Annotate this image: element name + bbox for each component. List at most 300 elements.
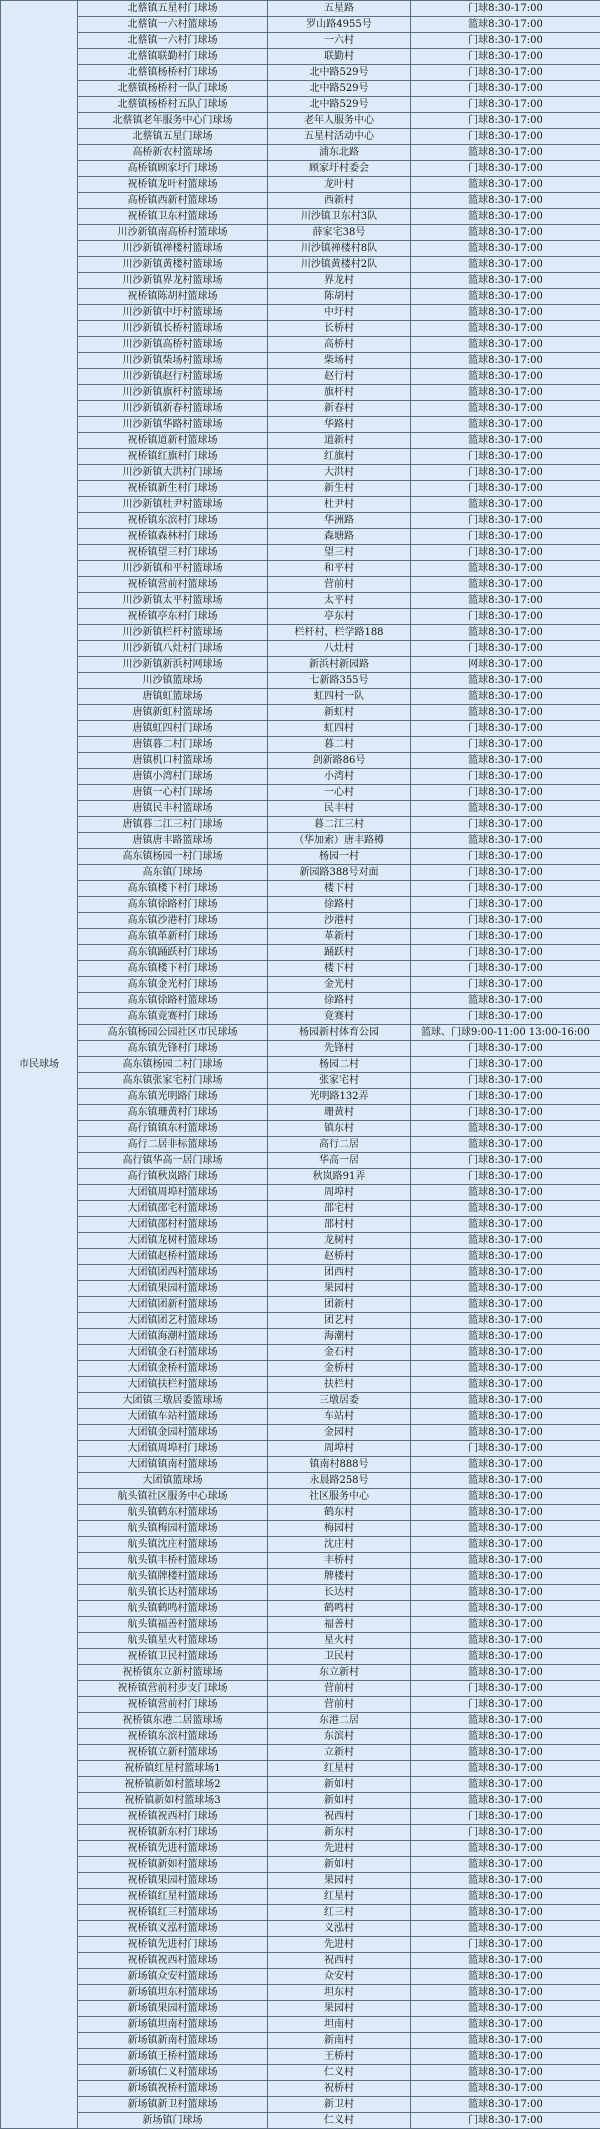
- venue-hours-cell: 门球8:30-17:00: [411, 1057, 600, 1073]
- venue-address-cell: 一心村: [268, 785, 411, 801]
- venue-name-cell: 高东镇先锋村门球场: [78, 1041, 268, 1057]
- venue-address-cell: 龙叶村: [268, 177, 411, 193]
- venue-address-cell: 薛家宅38号: [268, 225, 411, 241]
- table-row: [1, 1073, 600, 1089]
- venue-address-cell: 牌楼村: [268, 1569, 411, 1585]
- venue-hours-cell: 篮球8:30-17:00: [411, 1617, 600, 1633]
- venue-name-cell: 高东镇张家宅村门球场: [78, 1073, 268, 1089]
- venue-address-cell: 果园村: [268, 2001, 411, 2017]
- venue-address-cell: 营前村: [268, 577, 411, 593]
- venue-address-cell: 团艺村: [268, 1313, 411, 1329]
- venue-hours-cell: 篮球8:30-17:00: [411, 1889, 600, 1905]
- venue-hours-cell: 门球8:30-17:00: [411, 1, 600, 17]
- venue-hours-cell: 篮球8:30-17:00: [411, 273, 600, 289]
- table-row: [1, 801, 600, 817]
- venue-name-cell: 祝桥镇道新村篮球场: [78, 433, 268, 449]
- venue-name-cell: 川沙新镇和平村篮球场: [78, 561, 268, 577]
- venue-address-cell: 永晨路258号: [268, 1473, 411, 1489]
- venue-hours-cell: 篮球8:30-17:00: [411, 1665, 600, 1681]
- venue-hours-cell: 篮球8:30-17:00: [411, 497, 600, 513]
- venue-address-cell: 中圩村: [268, 305, 411, 321]
- venue-hours-cell: 门球8:30-17:00: [411, 465, 600, 481]
- venue-hours-cell: 门球8:30-17:00: [411, 65, 600, 81]
- venue-address-cell: 祝西村: [268, 1953, 411, 1969]
- venue-address-cell: （华加索）唐丰路樽: [268, 833, 411, 849]
- venue-name-cell: 高桥镇顾家圩门球场: [78, 161, 268, 177]
- venue-hours-cell: 篮球8:30-17:00: [411, 1585, 600, 1601]
- table-row: [1, 2065, 600, 2081]
- table-row: [1, 241, 600, 257]
- table-row: [1, 1601, 600, 1617]
- venue-hours-cell: 篮球8:30-17:00: [411, 1249, 600, 1265]
- venue-hours-cell: 篮球8:30-17:00: [411, 1281, 600, 1297]
- venue-name-cell: 大团镇三墩居委篮球场: [78, 1393, 268, 1409]
- venue-hours-cell: 篮球8:30-17:00: [411, 369, 600, 385]
- venue-hours-cell: 门球8:30-17:00: [411, 1009, 600, 1025]
- venue-address-cell: 团新村: [268, 1297, 411, 1313]
- venue-name-cell: 新场镇果园村篮球场: [78, 2001, 268, 2017]
- venue-address-cell: 龙树村: [268, 1233, 411, 1249]
- venue-hours-cell: 篮球8:30-17:00: [411, 225, 600, 241]
- venue-name-cell: 高东镇杨园一村门球场: [78, 849, 268, 865]
- venue-hours-cell: 篮球8:30-17:00: [411, 705, 600, 721]
- venue-hours-cell: 篮球8:30-17:00: [411, 321, 600, 337]
- table-row: [1, 1873, 600, 1889]
- venue-address-cell: 仁义村: [268, 2065, 411, 2081]
- table-row: [1, 417, 600, 433]
- venue-address-cell: 竟赛村: [268, 1009, 411, 1025]
- venue-address-cell: 秋岚路91弄: [268, 1169, 411, 1185]
- venue-address-cell: 五星村活动中心: [268, 129, 411, 145]
- venue-address-cell: 义泓村: [268, 1921, 411, 1937]
- venue-address-cell: 沙港村: [268, 913, 411, 929]
- venue-name-cell: 高东镇楼下村门球场: [78, 961, 268, 977]
- table-row: [1, 1473, 600, 1489]
- venue-address-cell: 太平村: [268, 593, 411, 609]
- table-row: [1, 1313, 600, 1329]
- venue-hours-cell: 篮球8:30-17:00: [411, 1185, 600, 1201]
- venue-address-cell: 福善村: [268, 1617, 411, 1633]
- venue-address-cell: 鹤东村: [268, 1505, 411, 1521]
- venue-name-cell: 祝桥镇东滨村篮球场: [78, 1729, 268, 1745]
- venue-address-cell: 北中路529号: [268, 81, 411, 97]
- venue-name-cell: 唐镇唐丰路篮球场: [78, 833, 268, 849]
- venue-address-cell: 三墩居委: [268, 1393, 411, 1409]
- table-row: [1, 657, 600, 673]
- table-row: [1, 2017, 600, 2033]
- venue-address-cell: 杜尹村: [268, 497, 411, 513]
- venue-name-cell: 大团镇海潮村篮球场: [78, 1329, 268, 1345]
- venue-hours-cell: 篮球、门球9:00-11:00 13:00-16:00: [411, 1025, 600, 1041]
- table-row: [1, 289, 600, 305]
- venue-name-cell: 川沙新镇旗杆村篮球场: [78, 385, 268, 401]
- venue-address-cell: 徐路村: [268, 897, 411, 913]
- venue-address-cell: 徐路村: [268, 993, 411, 1009]
- venue-hours-cell: 篮球8:30-17:00: [411, 401, 600, 417]
- venue-name-cell: 大团镇车站村篮球场: [78, 1409, 268, 1425]
- venue-name-cell: 新场镇坦南村篮球场: [78, 2017, 268, 2033]
- venue-name-cell: 高行镇秋岚路门球场: [78, 1169, 268, 1185]
- venue-hours-cell: 门球8:30-17:00: [411, 481, 600, 497]
- venue-address-cell: 镇东村: [268, 1121, 411, 1137]
- table-row: [1, 1921, 600, 1937]
- table-row: [1, 1089, 600, 1105]
- table-row: [1, 1121, 600, 1137]
- table-row: [1, 401, 600, 417]
- table-row: [1, 257, 600, 273]
- venue-name-cell: 唐镇新虹村篮球场: [78, 705, 268, 721]
- venue-name-cell: 高东镇革新村门球场: [78, 929, 268, 945]
- venue-name-cell: 川沙新镇栏杆村篮球场: [78, 625, 268, 641]
- table-row: [1, 1217, 600, 1233]
- venue-hours-cell: 篮球8:30-17:00: [411, 1921, 600, 1937]
- table-row: [1, 1729, 600, 1745]
- venue-hours-cell: 篮球8:30-17:00: [411, 833, 600, 849]
- table-row: [1, 1409, 600, 1425]
- venue-hours-cell: 篮球8:30-17:00: [411, 1713, 600, 1729]
- venue-address-cell: 梅园村: [268, 1521, 411, 1537]
- venue-name-cell: 高东镇杨园公园社区市民球场: [78, 1025, 268, 1041]
- venue-hours-cell: 篮球8:30-17:00: [411, 1569, 600, 1585]
- venue-hours-cell: 篮球8:30-17:00: [411, 1905, 600, 1921]
- venue-hours-cell: 门球8:30-17:00: [411, 1073, 600, 1089]
- venue-address-cell: 赵桥村: [268, 1249, 411, 1265]
- table-row: [1, 897, 600, 913]
- venue-hours-cell: 篮球8:30-17:00: [411, 1489, 600, 1505]
- table-row: [1, 2033, 600, 2049]
- venue-address-cell: 和平村: [268, 561, 411, 577]
- table-row: [1, 1329, 600, 1345]
- table-row: [1, 1889, 600, 1905]
- venue-address-cell: 红星村: [268, 1889, 411, 1905]
- table-row: [1, 1617, 600, 1633]
- venue-hours-cell: 篮球8:30-17:00: [411, 145, 600, 161]
- venue-name-cell: 祝桥镇新如村篮球场2: [78, 1777, 268, 1793]
- venue-address-cell: 珊黄村: [268, 1105, 411, 1121]
- venue-name-cell: 大团镇周埠村门球场: [78, 1441, 268, 1457]
- venue-address-cell: 八灶村: [268, 641, 411, 657]
- venue-hours-cell: 门球8:30-17:00: [411, 961, 600, 977]
- venue-hours-cell: 篮球8:30-17:00: [411, 753, 600, 769]
- venue-hours-cell: 篮球8:30-17:00: [411, 1297, 600, 1313]
- venue-address-cell: 高桥村: [268, 337, 411, 353]
- venue-address-cell: 一六村: [268, 33, 411, 49]
- venue-name-cell: 高东镇珊黄村门球场: [78, 1105, 268, 1121]
- venue-hours-cell: 篮球8:30-17:00: [411, 1313, 600, 1329]
- table-row: [1, 1585, 600, 1601]
- table-row: [1, 1665, 600, 1681]
- venue-hours-cell: 篮球8:30-17:00: [411, 1985, 600, 2001]
- venue-address-cell: 金光村: [268, 977, 411, 993]
- venue-name-cell: 新场镇仁义村篮球场: [78, 2065, 268, 2081]
- venue-address-cell: 扶栏村: [268, 1377, 411, 1393]
- venue-address-cell: 仁义村: [268, 2113, 411, 2129]
- venue-name-cell: 祝桥镇亭东村门球场: [78, 609, 268, 625]
- venue-hours-cell: 门球8:30-17:00: [411, 945, 600, 961]
- venue-hours-cell: 篮球8:30-17:00: [411, 1201, 600, 1217]
- venue-hours-cell: 门球8:30-17:00: [411, 785, 600, 801]
- venue-name-cell: 川沙镇篮球场: [78, 673, 268, 689]
- venue-name-cell: 新场镇新南村篮球场: [78, 2033, 268, 2049]
- venue-address-cell: 海潮村: [268, 1329, 411, 1345]
- venue-address-cell: 浦东北路: [268, 145, 411, 161]
- table-row: [1, 1953, 600, 1969]
- table-row: [1, 1105, 600, 1121]
- venue-name-cell: 祝桥镇营前村门球场: [78, 1697, 268, 1713]
- venue-address-cell: 暮二村: [268, 737, 411, 753]
- venue-hours-cell: 门球8:30-17:00: [411, 49, 600, 65]
- venue-hours-cell: 篮球8:30-17:00: [411, 593, 600, 609]
- venue-hours-cell: 篮球8:30-17:00: [411, 1121, 600, 1137]
- venue-hours-cell: 门球8:30-17:00: [411, 1937, 600, 1953]
- venue-hours-cell: 篮球8:30-17:00: [411, 2049, 600, 2065]
- venue-hours-cell: 篮球8:30-17:00: [411, 1953, 600, 1969]
- venue-name-cell: 川沙新镇八灶村门球场: [78, 641, 268, 657]
- venue-name-cell: 北蔡镇联勤村门球场: [78, 49, 268, 65]
- venue-name-cell: 高东镇竟赛村门球场: [78, 1009, 268, 1025]
- venue-address-cell: 新虹村: [268, 705, 411, 721]
- venue-address-cell: 亭东村: [268, 609, 411, 625]
- venue-hours-cell: 门球8:30-17:00: [411, 1681, 600, 1697]
- venue-name-cell: 大团镇扶栏村篮球场: [78, 1377, 268, 1393]
- table-row: [1, 929, 600, 945]
- venue-address-cell: 老年人服务中心: [268, 113, 411, 129]
- venue-address-cell: 东港二居: [268, 1713, 411, 1729]
- venue-address-cell: 坦南村: [268, 2017, 411, 2033]
- venue-name-cell: 航头镇丰桥村篮球场: [78, 1553, 268, 1569]
- venue-hours-cell: 门球8:30-17:00: [411, 913, 600, 929]
- venue-table-body: [1, 1, 600, 2129]
- table-row: [1, 497, 600, 513]
- venue-hours-cell: 门球8:30-17:00: [411, 1825, 600, 1841]
- venue-address-cell: 川沙镇禅楼村8队: [268, 241, 411, 257]
- venue-address-cell: 七新路355号: [268, 673, 411, 689]
- venue-address-cell: 邵宅村: [268, 1201, 411, 1217]
- table-row: [1, 1185, 600, 1201]
- venue-hours-cell: 篮球8:30-17:00: [411, 689, 600, 705]
- table-row: [1, 593, 600, 609]
- table-row: [1, 993, 600, 1009]
- venue-name-cell: 高桥镇西新村篮球场: [78, 193, 268, 209]
- venue-address-cell: 杨园新村体育公园: [268, 1025, 411, 1041]
- venue-hours-cell: 篮球8:30-17:00: [411, 1409, 600, 1425]
- venue-name-cell: 大团镇团新村篮球场: [78, 1297, 268, 1313]
- venue-address-cell: 坦东村: [268, 1985, 411, 2001]
- venue-address-cell: 北中路529号: [268, 97, 411, 113]
- table-row: [1, 2097, 600, 2113]
- venue-hours-cell: 门球8:30-17:00: [411, 817, 600, 833]
- venue-address-cell: 华高一居: [268, 1153, 411, 1169]
- venue-name-cell: 大团镇篮球场: [78, 1473, 268, 1489]
- venue-hours-cell: 篮球8:30-17:00: [411, 177, 600, 193]
- venue-hours-cell: 篮球8:30-17:00: [411, 1137, 600, 1153]
- table-row: [1, 33, 600, 49]
- table-row: [1, 1249, 600, 1265]
- table-row: [1, 1009, 600, 1025]
- venue-name-cell: 祝桥镇新如村篮球场: [78, 1857, 268, 1873]
- venue-hours-cell: 篮球8:30-17:00: [411, 241, 600, 257]
- venue-hours-cell: 门球8:30-17:00: [411, 641, 600, 657]
- venue-hours-cell: 门球8:30-17:00: [411, 2113, 600, 2129]
- venue-name-cell: 川沙新镇长桥村篮球场: [78, 321, 268, 337]
- venue-name-cell: 北蔡镇一六村篮球场: [78, 17, 268, 33]
- venue-address-cell: 新如村: [268, 1857, 411, 1873]
- venue-name-cell: 祝桥镇红星村篮球场: [78, 1889, 268, 1905]
- venue-hours-cell: 篮球8:30-17:00: [411, 1377, 600, 1393]
- table-row: [1, 1201, 600, 1217]
- table-row: [1, 17, 600, 33]
- venue-hours-cell: 篮球8:30-17:00: [411, 2001, 600, 2017]
- venue-name-cell: 新场镇王桥村篮球场: [78, 2049, 268, 2065]
- venue-name-cell: 川沙新镇柴场村篮球场: [78, 353, 268, 369]
- venue-name-cell: 唐镇小湾村门球场: [78, 769, 268, 785]
- venue-name-cell: 祝桥镇立新村篮球场: [78, 1745, 268, 1761]
- venue-address-cell: 丰桥村: [268, 1553, 411, 1569]
- venue-hours-cell: 门球8:30-17:00: [411, 769, 600, 785]
- venue-address-cell: 红旗村: [268, 449, 411, 465]
- table-row: [1, 641, 600, 657]
- table-row: [1, 65, 600, 81]
- venue-name-cell: 祝桥镇卫东村篮球场: [78, 209, 268, 225]
- venue-name-cell: 祝桥镇红三村篮球场: [78, 1905, 268, 1921]
- venue-name-cell: 高桥新农村篮球场: [78, 145, 268, 161]
- venue-address-cell: 道新村: [268, 433, 411, 449]
- table-row: [1, 1713, 600, 1729]
- venue-address-cell: 长桥村: [268, 321, 411, 337]
- venue-address-cell: 楼下村: [268, 881, 411, 897]
- table-row: [1, 1153, 600, 1169]
- venue-name-cell: 北蔡镇杨桥村门球场: [78, 65, 268, 81]
- table-row: [1, 1857, 600, 1873]
- venue-name-cell: 大团镇龙树村篮球场: [78, 1233, 268, 1249]
- venue-name-cell: 高东镇金光村门球场: [78, 977, 268, 993]
- venue-hours-cell: 篮球8:30-17:00: [411, 1329, 600, 1345]
- table-row: [1, 817, 600, 833]
- table-row: [1, 1169, 600, 1185]
- venue-hours-cell: 篮球8:30-17:00: [411, 193, 600, 209]
- table-row: [1, 1041, 600, 1057]
- venue-address-cell: 新浜村新园路: [268, 657, 411, 673]
- table-row: [1, 2081, 600, 2097]
- table-row: [1, 1393, 600, 1409]
- venue-hours-cell: 篮球8:30-17:00: [411, 1265, 600, 1281]
- table-row: [1, 689, 600, 705]
- table-row: [1, 1297, 600, 1313]
- venue-address-cell: 营前村: [268, 1697, 411, 1713]
- venue-address-cell: 张家宅村: [268, 1073, 411, 1089]
- venue-address-cell: 北中路529号: [268, 65, 411, 81]
- table-row: [1, 1793, 600, 1809]
- venue-address-cell: 先锋村: [268, 1041, 411, 1057]
- table-row: [1, 161, 600, 177]
- venue-address-cell: 东立新村: [268, 1665, 411, 1681]
- venue-address-cell: 旗杆村: [268, 385, 411, 401]
- venue-hours-cell: 门球8:30-17:00: [411, 609, 600, 625]
- venue-name-cell: 川沙新镇赵行村篮球场: [78, 369, 268, 385]
- venue-name-cell: 祝桥镇森林村门球场: [78, 529, 268, 545]
- venue-name-cell: 航头镇牌楼村篮球场: [78, 1569, 268, 1585]
- venue-name-cell: 川沙新镇新春村篮球场: [78, 401, 268, 417]
- venue-hours-cell: 篮球8:30-17:00: [411, 1793, 600, 1809]
- venue-hours-cell: 篮球8:30-17:00: [411, 1457, 600, 1473]
- venue-address-cell: 果园村: [268, 1873, 411, 1889]
- table-row: [1, 385, 600, 401]
- table-row: [1, 1697, 600, 1713]
- venue-address-cell: 革新村: [268, 929, 411, 945]
- venue-address-cell: 金园村: [268, 1425, 411, 1441]
- venue-hours-cell: 篮球8:30-17:00: [411, 1393, 600, 1409]
- table-row: [1, 193, 600, 209]
- venue-address-cell: 五星路: [268, 1, 411, 17]
- venue-address-cell: 川沙镇卫东村3队: [268, 209, 411, 225]
- venue-name-cell: 新场镇门球场: [78, 2113, 268, 2129]
- venue-hours-cell: 门球8:30-17:00: [411, 897, 600, 913]
- venue-address-cell: 望三村: [268, 545, 411, 561]
- table-row: [1, 1969, 600, 1985]
- venue-hours-cell: 篮球8:30-17:00: [411, 2017, 600, 2033]
- table-row: [1, 1361, 600, 1377]
- venue-name-cell: 高东镇光明路门球场: [78, 1089, 268, 1105]
- table-row: [1, 753, 600, 769]
- venue-address-cell: 众安村: [268, 1969, 411, 1985]
- venue-name-cell: 新场镇祝桥村篮球场: [78, 2081, 268, 2097]
- table-row: [1, 1841, 600, 1857]
- table-row: [1, 833, 600, 849]
- venue-address-cell: 王桥村: [268, 2049, 411, 2065]
- venue-name-cell: 大团镇团艺村篮球场: [78, 1313, 268, 1329]
- venue-address-cell: 社区服务中心: [268, 1489, 411, 1505]
- venue-hours-cell: 篮球8:30-17:00: [411, 1841, 600, 1857]
- venue-name-cell: 新场镇坦东村篮球场: [78, 1985, 268, 2001]
- venue-hours-cell: 篮球8:30-17:00: [411, 1777, 600, 1793]
- venue-hours-cell: 门球8:30-17:00: [411, 1697, 600, 1713]
- venue-name-cell: 唐镇暮二村门球场: [78, 737, 268, 753]
- venue-hours-cell: 篮球8:30-17:00: [411, 385, 600, 401]
- venue-address-cell: 祝西村: [268, 1809, 411, 1825]
- table-row: [1, 129, 600, 145]
- table-row: [1, 1441, 600, 1457]
- table-row: [1, 305, 600, 321]
- venue-name-cell: 唐镇虹四村门球场: [78, 721, 268, 737]
- venue-name-cell: 航头镇鹤东村篮球场: [78, 1505, 268, 1521]
- table-row: [1, 1, 600, 17]
- venue-hours-cell: 门球8:30-17:00: [411, 513, 600, 529]
- table-row: [1, 1905, 600, 1921]
- table-row: [1, 449, 600, 465]
- table-row: [1, 1377, 600, 1393]
- venue-hours-cell: 门球8:30-17:00: [411, 1089, 600, 1105]
- venue-hours-cell: 门球8:30-17:00: [411, 881, 600, 897]
- venue-address-cell: 新如村: [268, 1777, 411, 1793]
- venue-name-cell: 唐镇暮二江三村门球场: [78, 817, 268, 833]
- venue-name-cell: 新场镇新卫村篮球场: [78, 2097, 268, 2113]
- table-row: [1, 609, 600, 625]
- table-row: [1, 2049, 600, 2065]
- table-row: [1, 1537, 600, 1553]
- table-row: [1, 1937, 600, 1953]
- venue-address-cell: 先进村: [268, 1841, 411, 1857]
- venue-address-cell: 团西村: [268, 1265, 411, 1281]
- venue-name-cell: 高东镇徐路村门球场: [78, 897, 268, 913]
- venue-address-cell: 顾家圩村委会: [268, 161, 411, 177]
- venue-name-cell: 高东镇杨园二村门球场: [78, 1057, 268, 1073]
- venue-name-cell: 北蔡镇五星村门球场: [78, 1, 268, 17]
- venue-address-cell: 杨园二村: [268, 1057, 411, 1073]
- venue-hours-cell: 篮球8:30-17:00: [411, 1729, 600, 1745]
- venue-name-cell: 祝桥镇义泓村篮球场: [78, 1921, 268, 1937]
- venue-hours-cell: 篮球8:30-17:00: [411, 1425, 600, 1441]
- venue-hours-cell: 篮球8:30-17:00: [411, 625, 600, 641]
